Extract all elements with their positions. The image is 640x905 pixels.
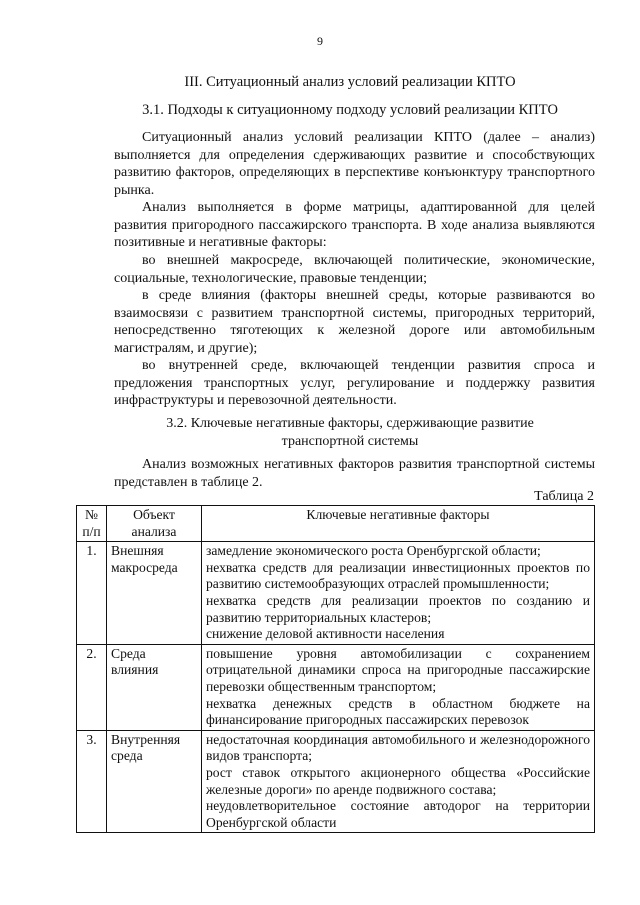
row-object [107,730,202,833]
row-num: 2. [77,644,107,730]
header-num-line1: № [85,507,98,522]
factor-item: нехватка средств для реализации проектов по созданию и развитию территориальных кластеров; [206,592,590,625]
row-object-line1: Внутренняя [111,731,181,747]
row-object-line1: Среда [111,645,146,661]
row-object-line2: влияния [111,662,159,678]
row-num: 3. [77,730,107,833]
row-factors [202,542,595,645]
paragraph-influence-env: в среде влияния (факторы внешней среды, которые развиваются во взаимосвязи с развитием транспортной системы, пригородных территорий, непосредственно тяготеющих к железной дороге или автомобильным магистралям, и другие); [114,288,595,356]
paragraph-matrix: Анализ выполняется в форме матрицы, адаптированной для целей развития пригородного пассажирского транспорта. В ходе анализа выявляются позитивные и негативные факторы: [114,200,595,251]
row-object-line2: среда [111,748,143,764]
factors-table [76,505,595,833]
header-object-line1: Объект [133,507,175,522]
row-object-line2: макросреда [111,559,178,575]
table-row [77,730,595,833]
paragraph-internal-env: во внутренней среде, включающей тенденции развития спроса и предложения транспортных услуг, регулирование и поддержку развития инфраструктуры и перевозочной деятельности. [114,358,595,409]
header-factors: Ключевые негативные факторы [202,506,595,542]
row-factors [202,644,595,730]
factor-item: повышение уровня автомобилизации с сохранением отрицательной динамики спроса на пригородные пассажирские перевозки общественным транспортом; [206,645,590,694]
paragraph-macro-env: во внешней макросреде, включающей политические, экономические, социальные, технологические, правовые тенденции; [114,253,595,286]
header-object-line2: анализа [131,523,177,539]
factor-item: замедление экономического роста Оренбургской области; [206,543,541,559]
subsection-title-3-1: 3.1. Подходы к ситуационному подходу условий реализации КПТО [142,102,558,118]
factor-item: рост ставок открытого акционерного общества «Российские железные дороги» по аренде подвижного состава; [206,764,590,797]
factor-item: нехватка денежных средств в областном бюджете на финансирование пригородных пассажирских перевозок [206,695,590,728]
table-row [77,644,595,730]
subsection-title-3-2-line2: транспортной системы [281,434,419,449]
factor-item: нехватка средств для реализации инвестиционных проектов по развитию системообразующих отраслей промышленности; [206,559,590,592]
section-title: III. Ситуационный анализ условий реализации КПТО [184,74,516,90]
row-num: 1. [77,542,107,645]
table-caption: Таблица 2 [534,489,594,504]
table-header-row [77,506,595,542]
page-number: 9 [317,34,323,48]
subsection-title-3-2-line1: 3.2. Ключевые негативные факторы, сдерживающие развитие [166,416,534,431]
table-intro: Анализ возможных негативных факторов развития транспортной системы представлен в таблице 2. [114,457,595,490]
header-num-line2: п/п [82,523,101,539]
row-object-line1: Внешняя [111,543,164,559]
factor-item: снижение деловой активности населения [206,626,445,642]
factor-item: недостаточная координация автомобильного и железнодорожного видов транспорта; [206,731,590,764]
row-factors [202,730,595,833]
row-object [107,644,202,730]
header-object [107,506,202,542]
paragraph-intro: Ситуационный анализ условий реализации КПТО (далее – анализ) выполняется для определения сдерживающих развитие и способствующих развитию факторов, определяющих в перспективе конъюнктуру транспортного рынка. [114,130,595,198]
factor-item: неудовлетворительное состояние автодорог на территории Оренбургской области [206,798,590,830]
row-object [107,542,202,645]
header-num [77,506,107,542]
table-row [77,542,595,645]
